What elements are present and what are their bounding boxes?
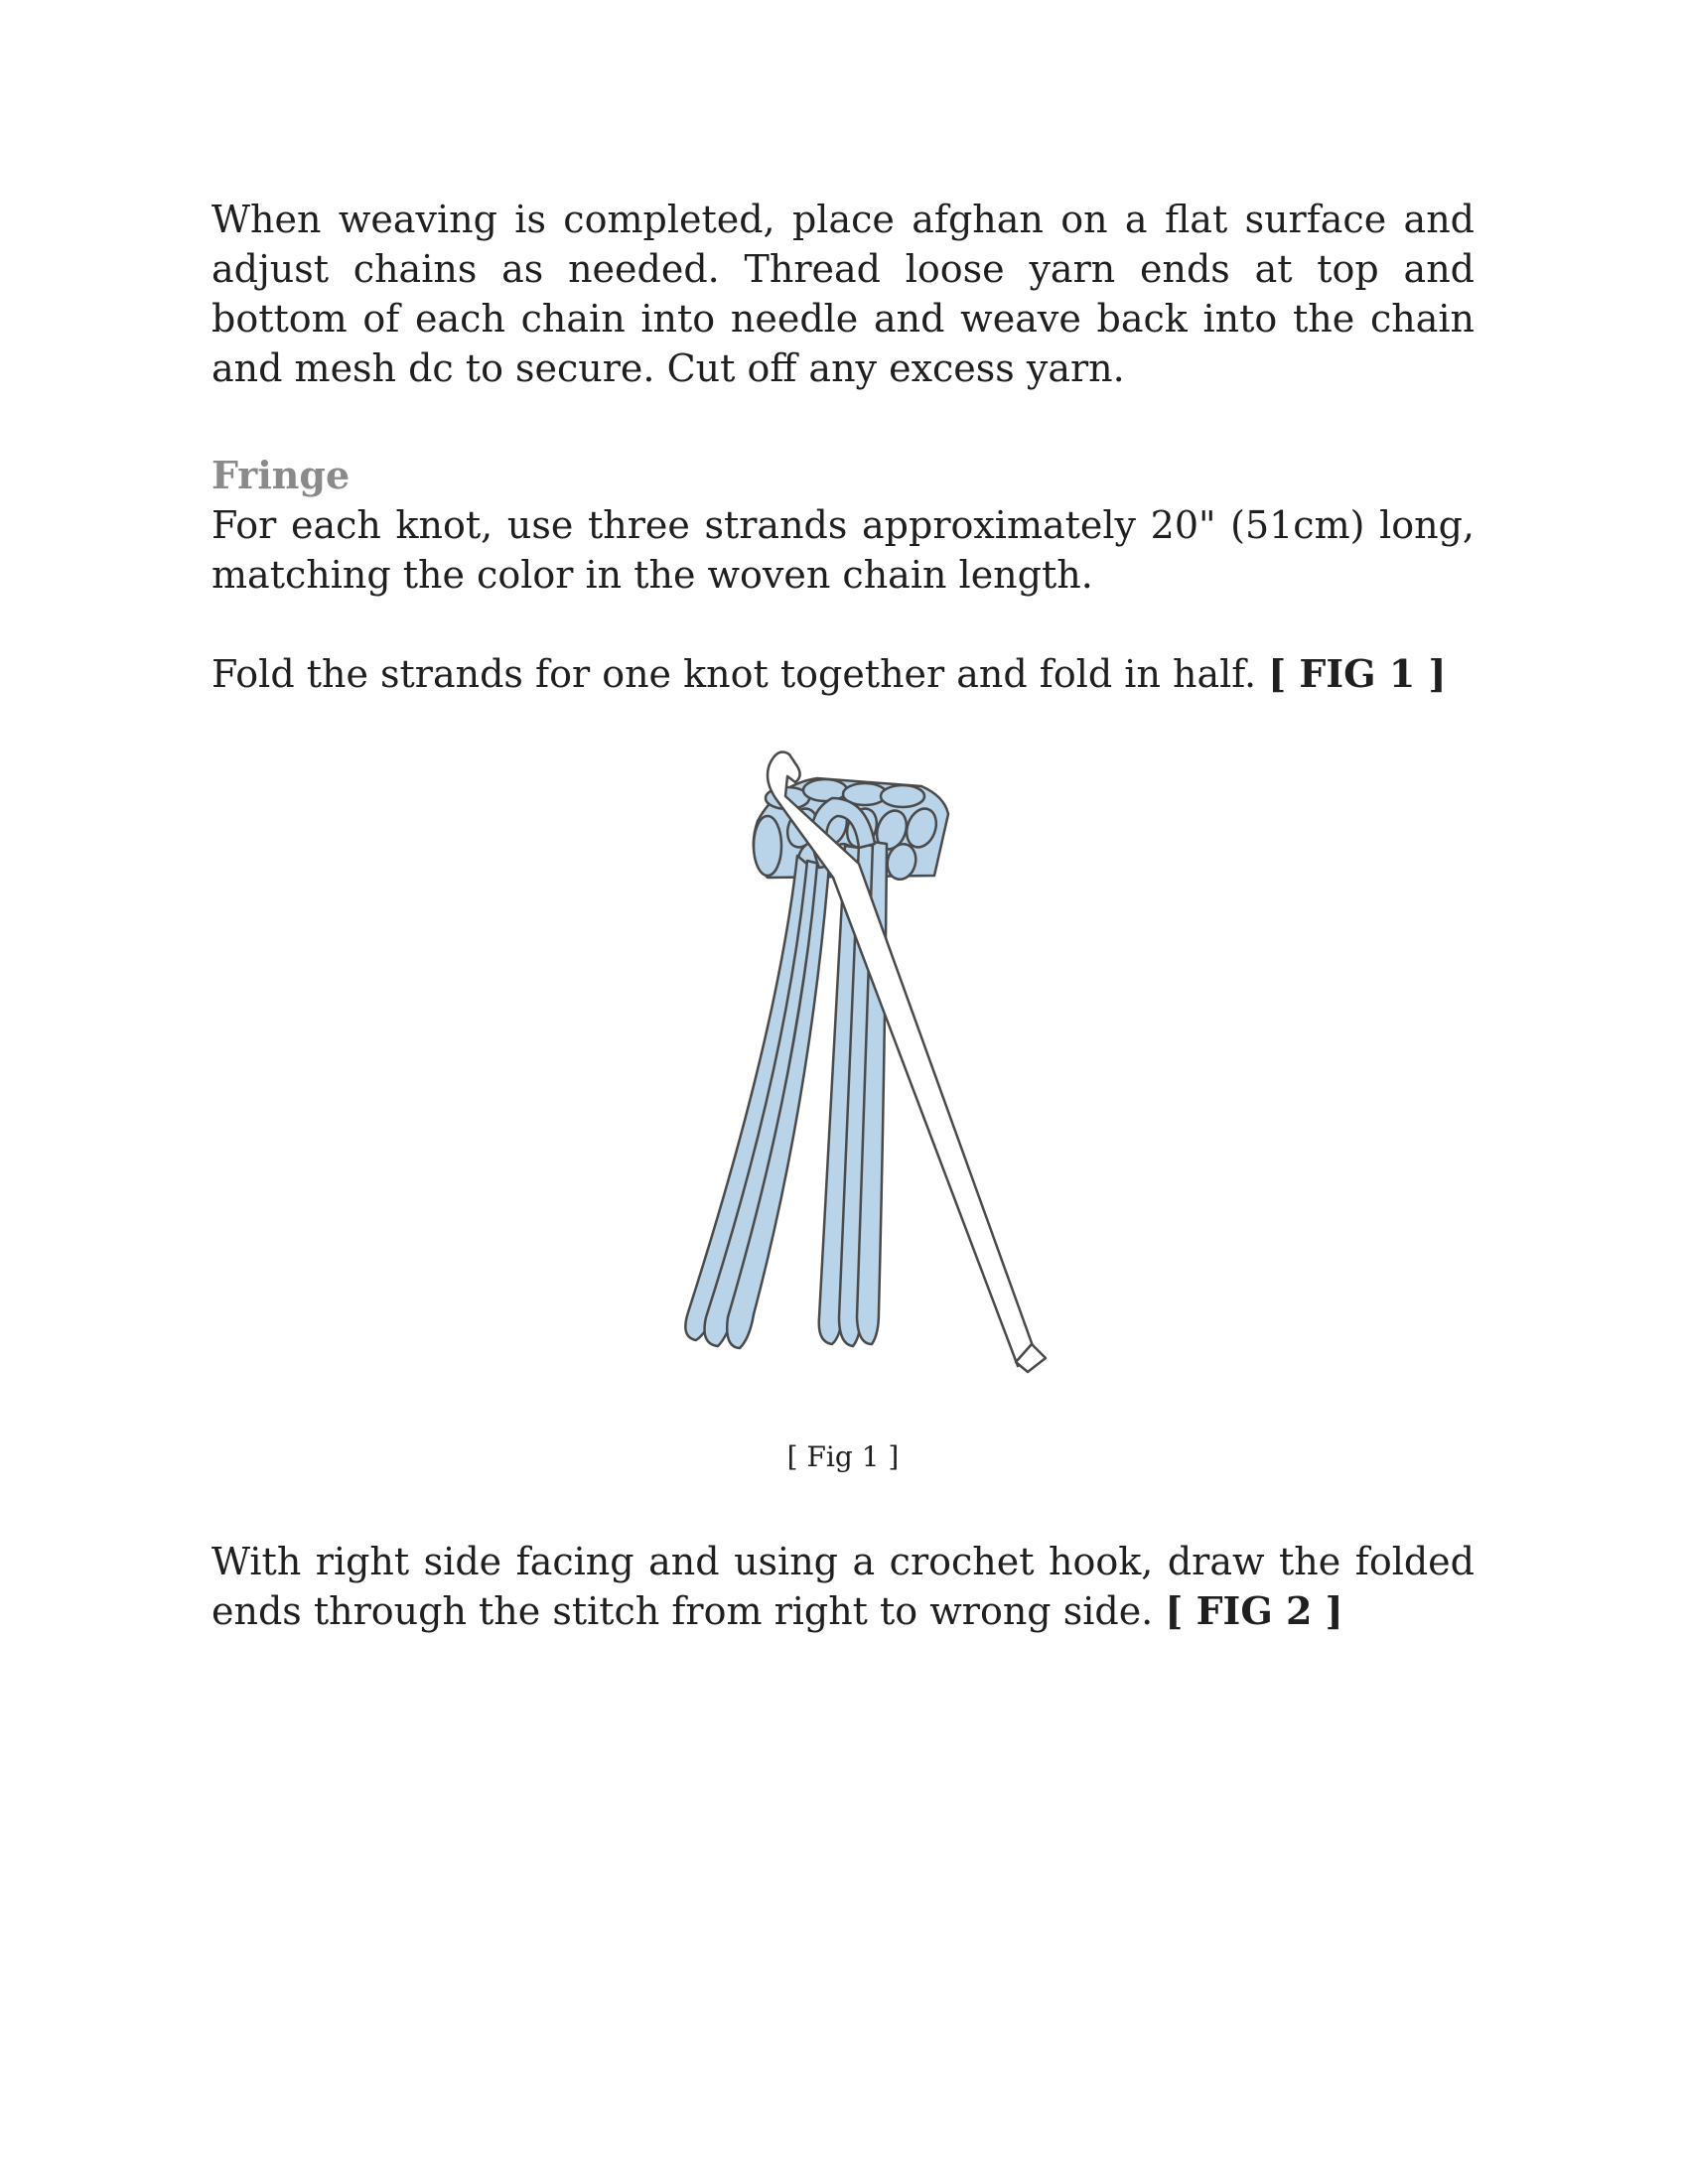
draw-text: With right side facing and using a crochet hook, draw the folded ends through the stitch from right to wrong side.	[211, 1540, 1475, 1633]
section-heading-fringe: Fringe	[211, 453, 351, 497]
figure-1	[211, 737, 1475, 1422]
paragraph-fold	[211, 649, 1475, 699]
fold-text: Fold the strands for one knot together and fold in half.	[211, 652, 1257, 696]
page-content	[211, 195, 1475, 1636]
fig-2-reference: [ FIG 2 ]	[1165, 1588, 1343, 1633]
fringe-illustration	[629, 737, 1065, 1422]
paragraph-fringe-intro: For each knot, use three strands approximately 20" (51cm) long, matching the color in the woven chain length.	[211, 503, 1475, 597]
paragraph-weaving: When weaving is completed, place afghan on a flat surface and adjust chains as needed. Thread loose yarn ends at top and bottom of each chain into needle and weave back into the chain and mesh dc to secure. Cut off any excess yarn.	[211, 198, 1475, 390]
figure-1-caption: [ Fig 1 ]	[786, 1440, 900, 1473]
fig-1-reference: [ FIG 1 ]	[1268, 651, 1447, 696]
paragraph-draw	[211, 1537, 1475, 1636]
